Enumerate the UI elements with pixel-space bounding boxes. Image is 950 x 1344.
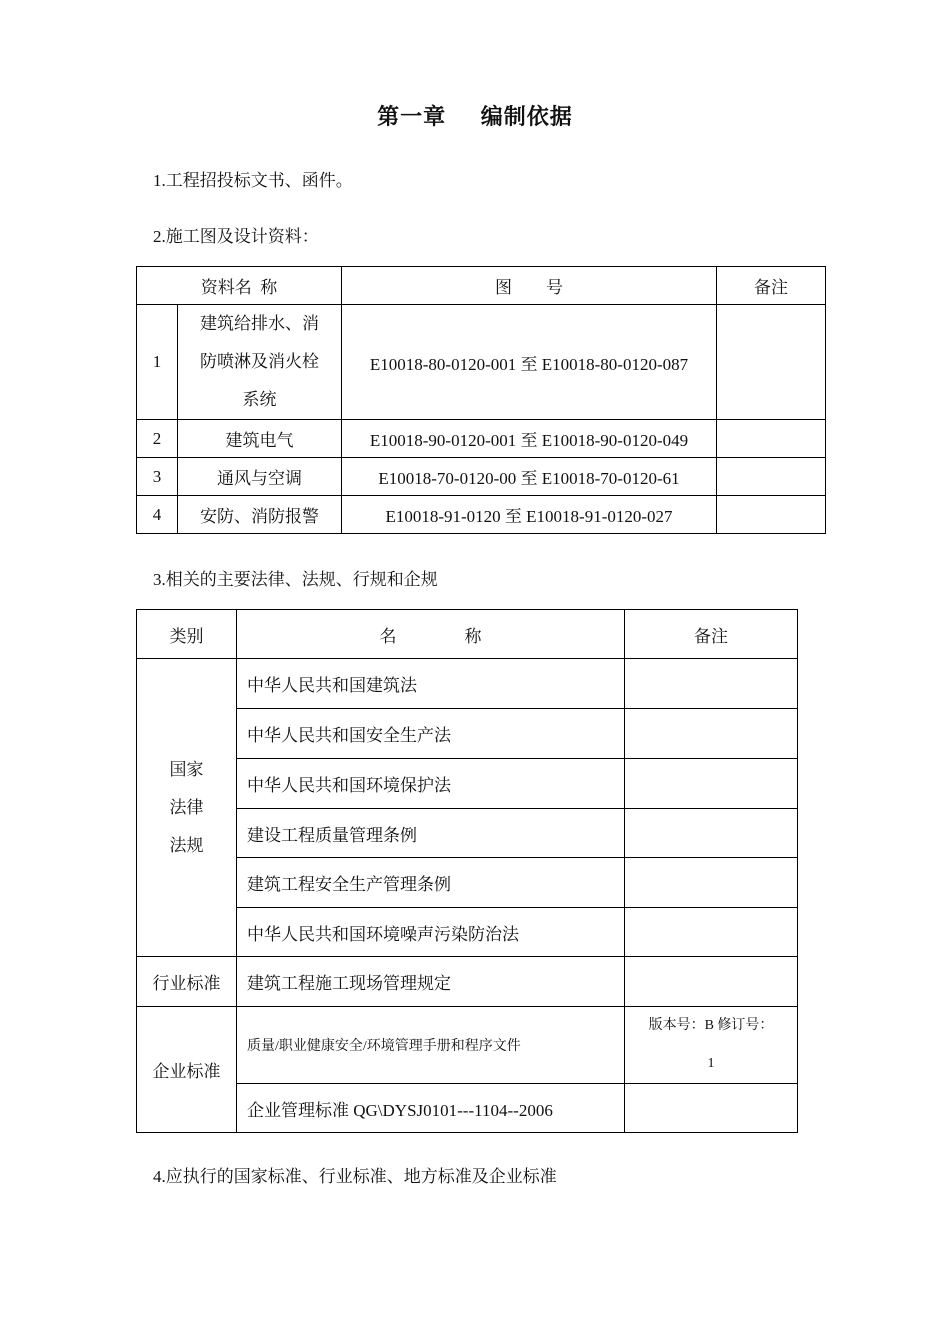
row-remark xyxy=(717,496,826,534)
row-index: 4 xyxy=(137,496,178,534)
name-line: 防喷淋及消火栓 xyxy=(200,352,319,371)
law-remark xyxy=(625,858,798,908)
drawings-table xyxy=(136,266,826,534)
row-name: 通风与空调 xyxy=(178,458,342,496)
row-remark xyxy=(717,458,826,496)
paragraph-tender-docs: 1.工程招投标文书、函件。 xyxy=(153,171,353,190)
table-row xyxy=(137,458,826,496)
row-name xyxy=(178,305,342,420)
law-remark xyxy=(625,1084,798,1133)
name-line: 系统 xyxy=(242,390,277,409)
law-name: 企业管理标准 QG\DYSJ0101---1104--2006 xyxy=(237,1084,625,1133)
header-remark: 备注 xyxy=(717,267,826,305)
header-name: 资料名 称 xyxy=(137,267,342,305)
table-row xyxy=(137,1007,798,1084)
table-row xyxy=(137,420,826,458)
category-line: 法规 xyxy=(169,835,204,855)
table-row xyxy=(137,908,798,957)
table-row xyxy=(137,659,798,709)
category-industry: 行业标准 xyxy=(137,957,237,1007)
table-row xyxy=(137,957,798,1007)
paragraph-drawings: 2.施工图及设计资料： xyxy=(153,227,319,246)
row-number: E10018-70-0120-00 至 E10018-70-0120-61 xyxy=(342,458,717,496)
law-name: 中华人民共和国环境噪声污染防治法 xyxy=(237,908,625,957)
category-enterprise: 企业标准 xyxy=(137,1007,237,1133)
category-line: 法律 xyxy=(169,797,204,817)
law-remark xyxy=(625,809,798,858)
row-number: E10018-91-0120 至 E10018-91-0120-027 xyxy=(342,496,717,534)
chapter-title: 第一章 编制依据 xyxy=(377,105,573,130)
law-remark xyxy=(625,659,798,709)
law-remark xyxy=(625,709,798,759)
name-line: 建筑给排水、消 xyxy=(200,314,319,333)
row-number: E10018-90-0120-001 至 E10018-90-0120-049 xyxy=(342,420,717,458)
row-remark xyxy=(717,420,826,458)
law-name: 中华人民共和国安全生产法 xyxy=(237,709,625,759)
header-remark: 备注 xyxy=(625,610,798,659)
law-name: 建筑工程安全生产管理条例 xyxy=(237,858,625,908)
law-name: 建筑工程施工现场管理规定 xyxy=(237,957,625,1007)
law-remark xyxy=(625,908,798,957)
table-row xyxy=(137,709,798,759)
header-name: 名 称 xyxy=(237,610,625,659)
law-name: 中华人民共和国环境保护法 xyxy=(237,759,625,809)
category-national xyxy=(137,659,237,957)
table-row xyxy=(137,759,798,809)
law-remark xyxy=(625,957,798,1007)
law-remark xyxy=(625,759,798,809)
table-row xyxy=(137,496,826,534)
remark-line: 1 xyxy=(707,1056,715,1071)
table-row xyxy=(137,305,826,420)
paragraph-standards: 4.应执行的国家标准、行业标准、地方标准及企业标准 xyxy=(153,1167,557,1186)
row-name: 建筑电气 xyxy=(178,420,342,458)
header-category: 类别 xyxy=(137,610,237,659)
row-name: 安防、消防报警 xyxy=(178,496,342,534)
remark-line: 版本号：B 修订号： xyxy=(648,1018,774,1033)
row-remark xyxy=(717,305,826,420)
category-line: 国家 xyxy=(169,759,204,779)
table-row xyxy=(137,809,798,858)
row-index: 3 xyxy=(137,458,178,496)
header-number: 图 号 xyxy=(342,267,717,305)
row-number: E10018-80-0120-001 至 E10018-80-0120-087 xyxy=(342,305,717,420)
table-row xyxy=(137,858,798,908)
law-name: 中华人民共和国建筑法 xyxy=(237,659,625,709)
laws-table xyxy=(136,609,798,1133)
row-index: 1 xyxy=(137,305,178,420)
paragraph-laws: 3.相关的主要法律、法规、行规和企规 xyxy=(153,570,438,589)
row-index: 2 xyxy=(137,420,178,458)
law-remark xyxy=(625,1007,798,1084)
law-name: 质量/职业健康安全/环境管理手册和程序文件 xyxy=(237,1007,625,1084)
table-row xyxy=(137,1084,798,1133)
law-name: 建设工程质量管理条例 xyxy=(237,809,625,858)
